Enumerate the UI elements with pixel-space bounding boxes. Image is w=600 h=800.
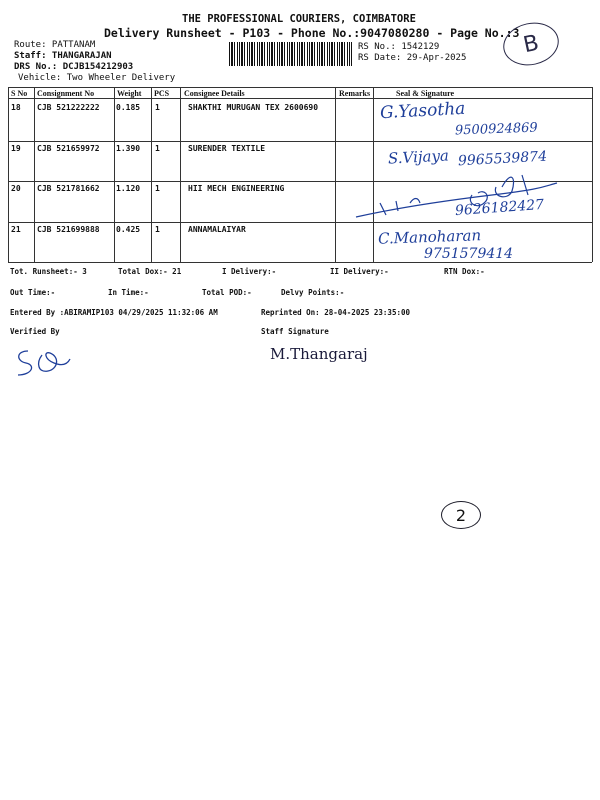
col-header-pcs: PCS — [154, 89, 170, 98]
reprinted-on: Reprinted On: 28-04-2025 23:35:00 — [261, 308, 411, 317]
row-signature-phone: 9500924869 — [454, 120, 538, 139]
row-consignment: CJB 521659972 — [37, 144, 100, 153]
row-consignee: HII MECH ENGINEERING — [188, 184, 285, 193]
row-sno: 18 — [11, 103, 21, 112]
tot-runsheet: Tot. Runsheet:- 3 — [10, 267, 87, 276]
company-name: THE PROFESSIONAL COURIERS, COIMBATORE — [182, 13, 416, 25]
row-sno: 21 — [11, 225, 21, 234]
page-number: 2 — [455, 505, 467, 525]
table-col-border — [180, 87, 181, 262]
route-label: Route: PATTANAM — [14, 40, 96, 50]
row-consignment: CJB 521222222 — [37, 103, 100, 112]
row-weight: 0.425 — [116, 225, 141, 234]
table-col-border — [335, 87, 336, 262]
staff-signature: M.Thangaraj — [270, 345, 368, 363]
row-signature-name: C.Manoharan — [377, 226, 482, 248]
row-signature-name: G.Yasotha — [379, 98, 466, 124]
col-header-remarks: Remarks — [339, 89, 371, 98]
row-sno: 19 — [11, 144, 21, 153]
row-consignee: ANNAMALAIYAR — [188, 225, 246, 234]
col-header-seal-signature: Seal & Signature — [396, 89, 455, 98]
col-header-sno: S No — [11, 89, 28, 98]
verified-signature — [14, 345, 74, 381]
row-consignee: SHAKTHI MURUGAN TEX 2600690 — [188, 103, 319, 112]
col-header-consignee: Consignee Details — [184, 89, 245, 98]
in-time: In Time:- — [108, 288, 149, 297]
row-weight: 1.390 — [116, 144, 141, 153]
barcode — [229, 42, 352, 66]
table-row-border — [8, 141, 592, 142]
row-weight: 0.185 — [116, 103, 141, 112]
entered-by: Entered By :ABIRAMIP103 04/29/2025 11:32:06 AM — [10, 308, 218, 317]
row-pcs: 1 — [155, 225, 160, 234]
staff-signature-label: Staff Signature — [261, 327, 329, 336]
table-top-border — [8, 87, 592, 88]
drs-number: DRS No.: DCJB154212903 — [14, 62, 134, 72]
table-col-border — [592, 87, 593, 262]
staff-label: Staff: THANGARAJAN — [14, 51, 112, 61]
rtn-dox: RTN Dox:- — [444, 267, 485, 276]
col-header-consignment: Consignment No — [37, 89, 95, 98]
row-pcs: 1 — [155, 184, 160, 193]
runsheet-title: Delivery Runsheet - P103 - Phone No.:9047080280 - Page No.:3 — [104, 26, 520, 40]
total-pod: Total POD:- — [202, 288, 252, 297]
row-consignee: SURENDER TEXTILE — [188, 144, 266, 153]
delvy-points: Delvy Points:- — [281, 288, 345, 297]
col-header-weight: Weight — [117, 89, 142, 98]
vehicle-label: Vehicle: Two Wheeler Delivery — [18, 73, 176, 83]
stamp-letter: B — [521, 30, 541, 58]
row-signature-name: S.Vijaya — [387, 146, 450, 168]
verified-by-label: Verified By — [10, 327, 60, 336]
table-header-border — [8, 98, 592, 99]
page-number-circle — [441, 501, 481, 529]
table-bottom-border — [8, 262, 592, 263]
row-signature-phone: 9751579414 — [424, 246, 514, 262]
row-signature-phone: 9626182427 — [454, 196, 545, 220]
row-pcs: 1 — [155, 144, 160, 153]
table-col-border — [151, 87, 152, 262]
row-consignment: CJB 521699888 — [37, 225, 100, 234]
ii-delivery: II Delivery:- — [330, 267, 389, 276]
table-col-border — [34, 87, 35, 262]
table-col-border — [8, 87, 9, 262]
row-consignment: CJB 521781662 — [37, 184, 100, 193]
row-weight: 1.120 — [116, 184, 141, 193]
row-sno: 20 — [11, 184, 21, 193]
total-dox: Total Dox:- 21 — [118, 267, 182, 276]
row-signature-phone: 9965539874 — [457, 148, 548, 170]
i-delivery: I Delivery:- — [222, 267, 277, 276]
rs-number: RS No.: 1542129 — [358, 42, 440, 52]
table-col-border — [114, 87, 115, 262]
out-time: Out Time:- — [10, 288, 56, 297]
row-pcs: 1 — [155, 103, 160, 112]
rs-date: RS Date: 29-Apr-2025 — [358, 53, 467, 63]
